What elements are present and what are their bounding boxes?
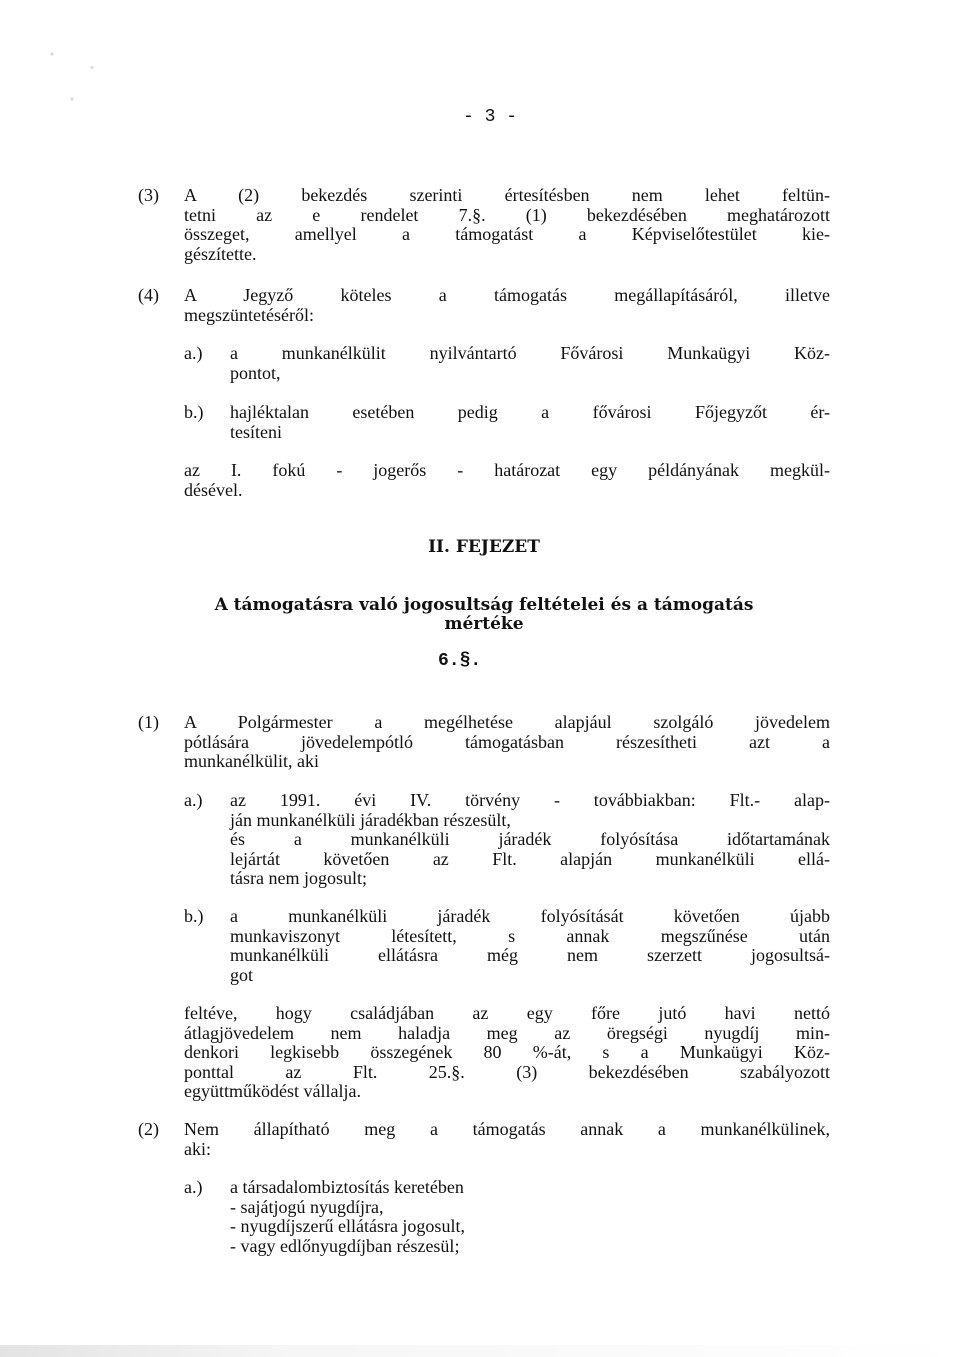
text-line: désével. [184,479,243,500]
text-line: A (2) bekezdés szerinti értesítésben nem lehet feltün- [184,185,830,205]
paragraph-4-item-a [184,344,830,383]
paragraph-6-2 [138,1120,830,1159]
scan-edge-artifact [0,1345,960,1357]
item-label: a.) [184,1177,203,1197]
paragraph-6-1 [138,713,830,772]
text-line: feltéve, hogy családjában az egy főre jutó havi nettó [184,1003,830,1023]
paragraph-3 [138,186,830,264]
text-line: munkanélküli ellátásra még nem szerzett jogosultsá- [230,945,830,965]
text-line: munkaviszonyt létesített, s annak megszűnése után [230,925,830,946]
paragraph-label: (4) [138,285,159,305]
text-line: hajléktalan esetében pedig a fővárosi Főjegyzőt ér- [230,402,830,422]
chapter-title-line: A támogatásra való jogosultság feltételei és a támogatás [214,595,754,615]
text-line: tetni az e rendelet 7.§. (1) bekezdésében meghatározott [184,204,830,225]
text-line: pontot, [230,362,281,383]
list-item: - vagy edlőnyugdíjban részesül; [230,1235,460,1256]
text-line: A Jegyző köteles a támogatás megállapításáról, illetve [184,285,830,305]
paragraph-4-tail [184,461,830,500]
paragraph-label: (1) [138,712,159,732]
chapter-title-line: mértéke [444,614,524,634]
text-line: got [230,964,254,985]
list-item: - nyugdíjszerű ellátásra jogosult, [230,1216,465,1236]
text-line: a társadalombiztosítás keretében [230,1177,464,1197]
paragraph-label: (2) [138,1119,159,1139]
text-line: aki: [184,1138,211,1159]
text-line: ponttal az Flt. 25.§. (3) bekezdésében szabályozott [184,1061,830,1082]
text-line: összeget, amellyel a támogatást a Képviselőtestület kie- [184,224,830,244]
text-line: megszüntetéséről: [184,304,314,325]
scan-speckles [32,36,132,126]
paragraph-6-2-item-a [184,1178,830,1256]
paragraph-4 [138,286,830,325]
text-line: átlagjövedelem nem haladja meg az öregségi nyugdíj min- [184,1022,830,1043]
text-line: az 1991. évi IV. törvény - továbbiakban: Flt.- alap- [230,790,830,810]
text-line: a munkanélküli járadék folyósítását követően újabb [230,906,830,926]
item-label: a.) [184,790,203,810]
text-line: lejártát követően az Flt. alapján munkanélküli ellá- [230,848,830,869]
text-line: tesíteni [230,421,282,442]
item-label: b.) [184,402,204,422]
page-number: - 3 - [462,107,517,127]
list-item: - sajátjogú nyugdíjra, [230,1196,384,1217]
text-line: pótlására jövedelempótló támogatásban részesítheti azt a [184,731,830,752]
item-label: b.) [184,906,204,926]
paragraph-6-1-tail [184,1004,830,1102]
text-line: az I. fokú - jogerős - határozat egy példányának megkül- [184,460,830,480]
text-line: gészítette. [184,243,257,264]
text-line: és a munkanélküli járadék folyósítása időtartamának [230,829,830,849]
item-label: a.) [184,343,203,363]
paragraph-4-item-b [184,403,830,442]
section-number: 6.§. [438,651,482,671]
text-line: munkanélkülit, aki [184,751,319,771]
paragraph-6-1-item-a [184,791,830,889]
text-line: denkori legkisebb összegének 80 %-át, s a Munkaügyi Köz- [184,1042,830,1062]
paragraph-6-1-item-b [184,907,830,985]
text-line: A Polgármester a megélhetése alapjául szolgáló jövedelem [184,712,830,732]
text-line: együttműködést vállalja. [184,1081,361,1101]
text-line: tásra nem jogosult; [230,868,367,888]
text-line: Nem állapítható meg a támogatás annak a munkanélkülinek, [184,1119,830,1139]
text-line: a munkanélkülit nyilvántartó Fővárosi Munkaügyi Köz- [230,343,830,363]
text-line: ján munkanélküli járadékban részesült, [230,809,511,830]
chapter-heading: II. FEJEZET [428,537,540,557]
paragraph-label: (3) [138,185,159,205]
